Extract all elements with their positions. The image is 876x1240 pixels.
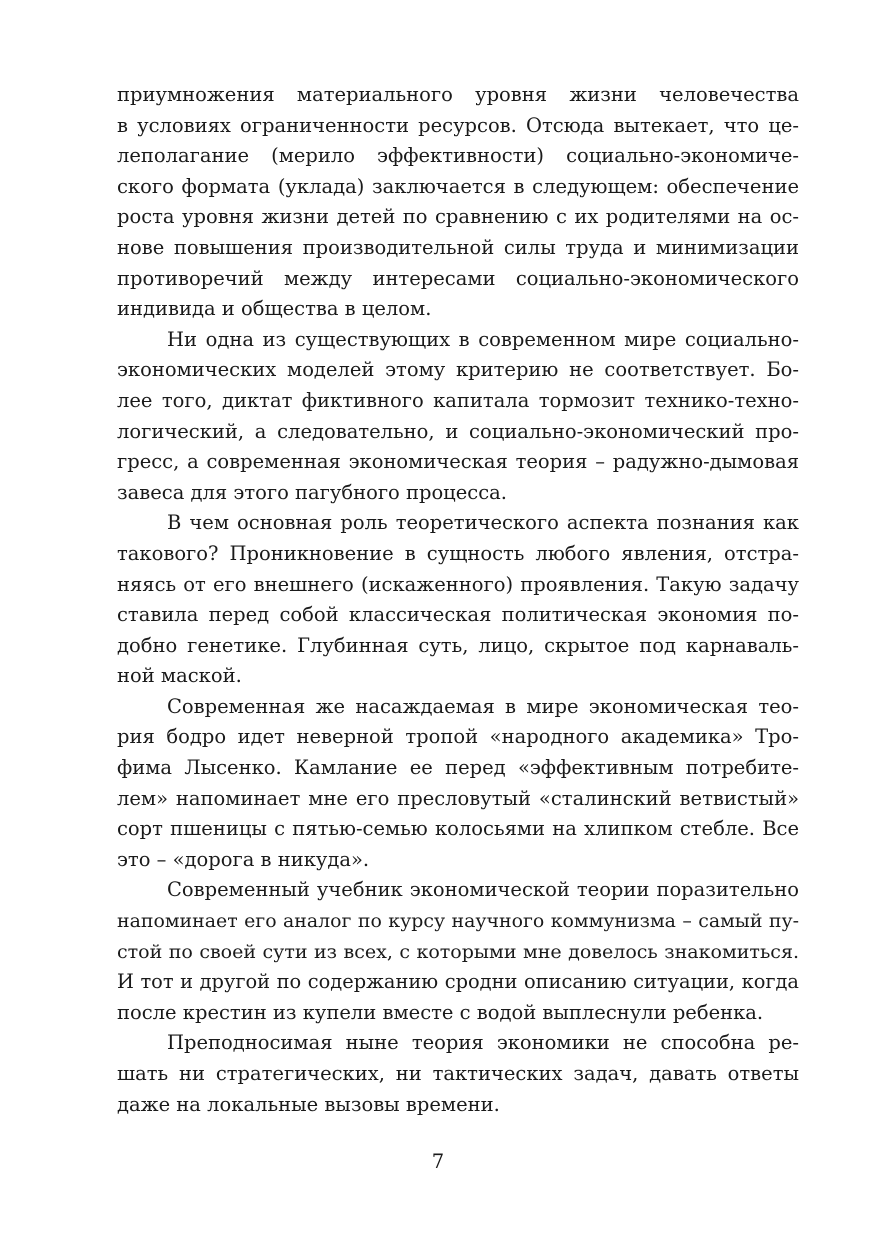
text-line: Современный учебник экономической теории поразительно <box>167 878 799 902</box>
text-line: лее того, диктат фиктивного капитала тормозит технико-техно- <box>117 388 799 412</box>
text-line: индивида и общества в целом. <box>117 297 432 321</box>
text-line: ной маской. <box>117 664 242 688</box>
text-line: экономических моделей этому критерию не соответствует. Бо- <box>117 358 799 382</box>
text-line: Преподносимая ныне теория экономики не способна ре- <box>167 1031 799 1055</box>
text-line: такового? Проникновение в сущность любого явления, отстра- <box>117 541 799 565</box>
text-line: логический, а следовательно, и социально-экономический про- <box>117 419 799 443</box>
paragraph <box>117 80 799 325</box>
text-line: завеса для этого пагубного процесса. <box>117 480 507 504</box>
text-line: Ни одна из существующих в современном мире социально- <box>167 327 799 351</box>
text-line: Современная же насаждаемая в мире экономическая тео- <box>167 694 799 718</box>
text-line: после крестин из купели вместе с водой выплеснули ребенка. <box>117 1000 764 1024</box>
text-line: рия бодро идет неверной тропой «народного академика» Тро- <box>117 725 799 749</box>
paragraph <box>117 875 799 1028</box>
text-line: роста уровня жизни детей по сравнению с их родителями на ос- <box>117 205 799 229</box>
text-line: противоречий между интересами социально-экономического <box>117 266 799 290</box>
text-line: гресс, а современная экономическая теория – радужно-дымовая <box>117 450 799 474</box>
text-line: леполагание (мерило эффективности) социально-экономиче- <box>117 144 799 168</box>
text-line: В чем основная роль теоретического аспекта познания как <box>167 511 799 535</box>
text-line: И тот и другой по содержанию сродни описанию ситуации, когда <box>117 970 799 994</box>
text-line: стой по своей сути из всех, с которыми мне довелось знакомиться. <box>117 940 799 963</box>
text-line: в условиях ограниченности ресурсов. Отсюда вытекает, что це- <box>117 113 799 137</box>
text-line: даже на локальные вызовы времени. <box>117 1092 500 1116</box>
body-text <box>117 80 799 1120</box>
text-line: лем» напоминает мне его пресловутый «сталинский ветвистый» <box>117 786 799 810</box>
text-line: шать ни стратегических, ни тактических задач, давать ответы <box>117 1062 799 1085</box>
page-number: 7 <box>431 1150 445 1173</box>
text-line: сорт пшеницы с пятью-семью колосьями на хлипком стебле. Все <box>117 817 799 841</box>
paragraph <box>117 692 799 876</box>
text-line: это – «дорога в никуда». <box>117 847 370 871</box>
text-line: приумножения материального уровня жизни человечества <box>117 83 799 106</box>
text-line: няясь от его внешнего (искаженного) проявления. Такую задачу <box>117 572 799 596</box>
text-line: нове повышения производительной силы труда и минимизации <box>117 235 799 259</box>
text-line: ставила перед собой классическая политическая экономия по- <box>117 603 799 627</box>
paragraph <box>117 1028 799 1120</box>
text-line: фима Лысенко. Камлание ее перед «эффективным потребите- <box>117 756 799 780</box>
text-line: добно генетике. Глубинная суть, лицо, скрытое под карнаваль- <box>117 633 799 657</box>
paragraph <box>117 508 799 692</box>
text-line: ского формата (уклада) заключается в следующем: обеспечение <box>117 174 799 198</box>
text-line: напоминает его аналог по курсу научного коммунизма – самый пу- <box>117 910 799 933</box>
paragraph <box>117 325 799 509</box>
